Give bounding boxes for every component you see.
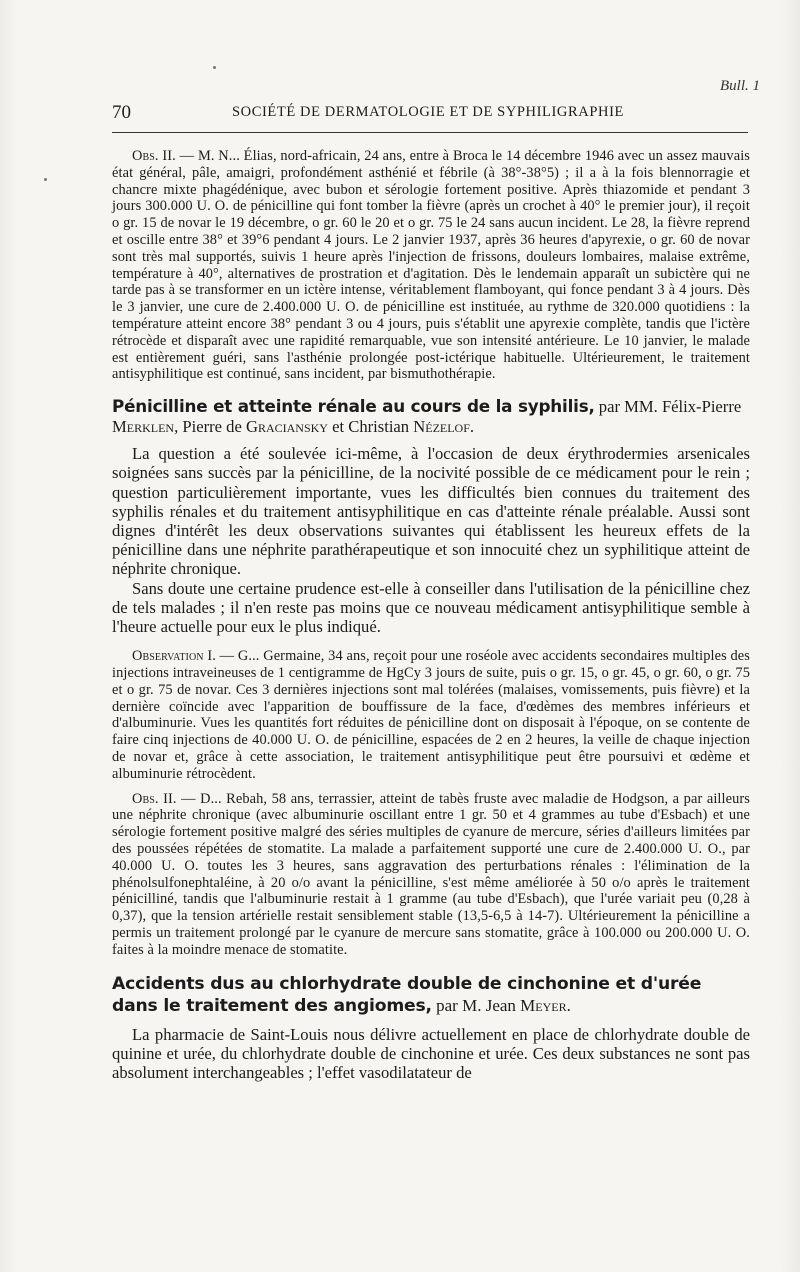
author-name: Graciansky [245, 416, 328, 436]
author-intro: par M. Jean [431, 995, 521, 1015]
author-name: Meyer [520, 995, 567, 1015]
spacer [112, 636, 750, 648]
body-paragraph: La question a été soulevée ici-même, à l'occasion de deux érythrodermies arsenicales soignées sans succès par la pénicilline, de la nocivité possible de ce médicament pour le rein ; question particulièrement importante, vues les difficultés bien connues du traitement des syphilis rénales et du traitement antisyphilitique en cas d'atteinte rénale préalable. Aussi sont dignes d'intérêt les deux observations suivantes qui établissent les heureux effets de la pénicilline dans une néphrite parathérapeutique et son innocuité chez un syphilitique atteint de néphrite chronique. [112, 444, 750, 579]
author-name: Nézelof [413, 416, 470, 436]
author-intro: par MM. Félix-Pierre [594, 397, 742, 417]
author-separator: , Pierre de [174, 416, 246, 436]
author-name: Merklen [112, 416, 175, 436]
article-heading [112, 397, 750, 436]
author-separator: et Christian [327, 416, 414, 436]
body-paragraph: Sans doute une certaine prudence est-elle à conseiller dans l'utilisation de la pénicilline chez de tels malades ; il n'en reste pas moins que ce nouveau médicament antisyphilitique semble à l'heure actuelle pour eux le plus indiqué. [112, 578, 750, 636]
spacer [112, 783, 750, 791]
observation-paragraph [112, 648, 750, 782]
running-note: Bull. 1 [720, 78, 760, 94]
body-paragraph: La pharmacie de Saint-Louis nous délivre actuellement en place de chlorhydrate double de quinine et urée, du chlorhydrate double de cinchonine et urée. Ces deux substances ne sont pas absolument interchangeables ; l'effet vasodilatateur de [112, 1024, 750, 1082]
page-header [112, 100, 748, 124]
header-rule [112, 132, 748, 133]
author-end: . [566, 995, 571, 1015]
article-heading [112, 973, 750, 1017]
article-title: Accidents dus au chlorhydrate double de cinchonine et d'urée dans le traitement des angiomes, [112, 973, 702, 1016]
author-end: . [469, 416, 475, 436]
observation-label: Obs. II. [132, 790, 177, 807]
running-title: SOCIÉTÉ DE DERMATOLOGIE ET DE SYPHILIGRAPHIE [232, 104, 624, 120]
observation-paragraph [112, 148, 750, 383]
margin-speck [44, 178, 47, 181]
observation-paragraph [112, 791, 750, 959]
observation-text: — M. N... Élias, nord-africain, 24 ans, entre à Broca le 14 décembre 1946 avec un assez mauvais état général, pâle, amaigri, profondément asthénié et fébrile (à 38°-38°5) ; il a à la fois blennorragie et chancre mixte phagédénique, avec bubon et sérologie fortement positive. Après thiazomide et pendant 3 jours 300.000 U. O. de pénicilline qui font tomber la fièvre (après un crochet à 40° le premier jour), il reçoit o gr. 15 de novar le 19 décembre, o gr. 60 le 20 et o gr. 75 le 24 sans aucun incident. Le 28, la fièvre reprend et oscille entre 38° et 39°6 pendant 4 jours. Le 2 janvier 1937, après 36 heures d'apyrexie, o gr. 60 de novar sont très mal supportés, suivis 1 heure après l'injection de frissons, douleurs lombaires, malaise extrême, température à 40°, alternatives de prostration et d'agitation. Dès le lendemain apparaît un subictère qui ne tarde pas à se transformer en un ictère intense, véritablement flamboyant, qui fonce pendant 3 à 4 jours. Dès le 3 janvier, une cure de 2.400.000 U. O. de pénicilline est instituée, au rythme de 320.000 quotidiens : la température atteint encore 38° pendant 3 ou 4 jours, puis s'établit une apyrexie complète, tandis que l'ictère rétrocède et disparaît avec une rapidité remarquable, vue son intensité antérieure. Le 10 janvier, le malade est entièrement guéri, sans l'asthénie prolongée post-ictérique habituelle. Ultérieurement, le traitement antisyphilitique est continué, sans incident, par bismuthothérapie. [112, 148, 750, 383]
observation-label: Observation I. [132, 648, 216, 665]
observation-label: Obs. II. [132, 148, 176, 164]
spacer [112, 436, 750, 444]
observation-text: — G... Germaine, 34 ans, reçoit pour une roséole avec accidents secondaires multiples des injections intraveineuses de 1 centigramme de HgCy 3 jours de suite, puis o gr. 15, o gr. 45, o gr. 60, o gr. 75 et o gr. 75 de novar. Ces 3 dernières injections sont mal tolérées (malaises, vomissements, puis fièvre) et la dernière coïncide avec l'apparition de bouffissure de la face, d'œdèmes des membres inférieurs et d'albuminurie. Vues les quantités fort réduites de pénicilline dont on disposait à l'époque, on se contente de faire cinq injections de 40.000 U. O. de pénicilline, espacées de 2 en 2 heures, la veille de chaque injection de novar et, grâce à cette association, le traitement antisyphilitique peut être poursuivi et œdème et albuminurie rétrocèdent. [112, 648, 750, 782]
article-title: Pénicilline et atteinte rénale au cours de la syphilis, [112, 396, 595, 417]
page-number: 70 [112, 102, 131, 123]
margin-speck [213, 66, 216, 69]
observation-text: — D... Rebah, 58 ans, terrassier, atteint de tabès fruste avec maladie de Hodgson, a par ailleurs une néphrite chronique (avec albuminurie oscillant entre 1 gr. 50 et 4 grammes au tube d'Esbach) et une sérologie fortement positive malgré des séries multiples de cyanure de mercure, séries d'ailleurs limitées par des poussées répétées de stomatite. La malade a parfaitement supporté une cure de 2.400.000 U. O., par 40.000 U. O. toutes les 3 heures, sans aggravation des perturbations rénales : l'élimination de la phénolsulfonephtaléine, à 20 o/o avant la pénicilline, s'est même améliorée à 50 o/o après le traitement pénicilliné, tandis que l'albuminurie restait à 1 gramme (au tube d'Esbach), que l'urée variait peu (0,28 à 0,37), que la tension artérielle restait sensiblement stable (13,5-6,5 à 14-7). Ultérieurement la pénicilline a permis un traitement prolongé par le cyanure de mercure sans stomatite, grâce à 100.000 ou 200.000 U. O. faites à la moindre menace de stomatite. [112, 790, 750, 958]
page-body [112, 148, 750, 1082]
